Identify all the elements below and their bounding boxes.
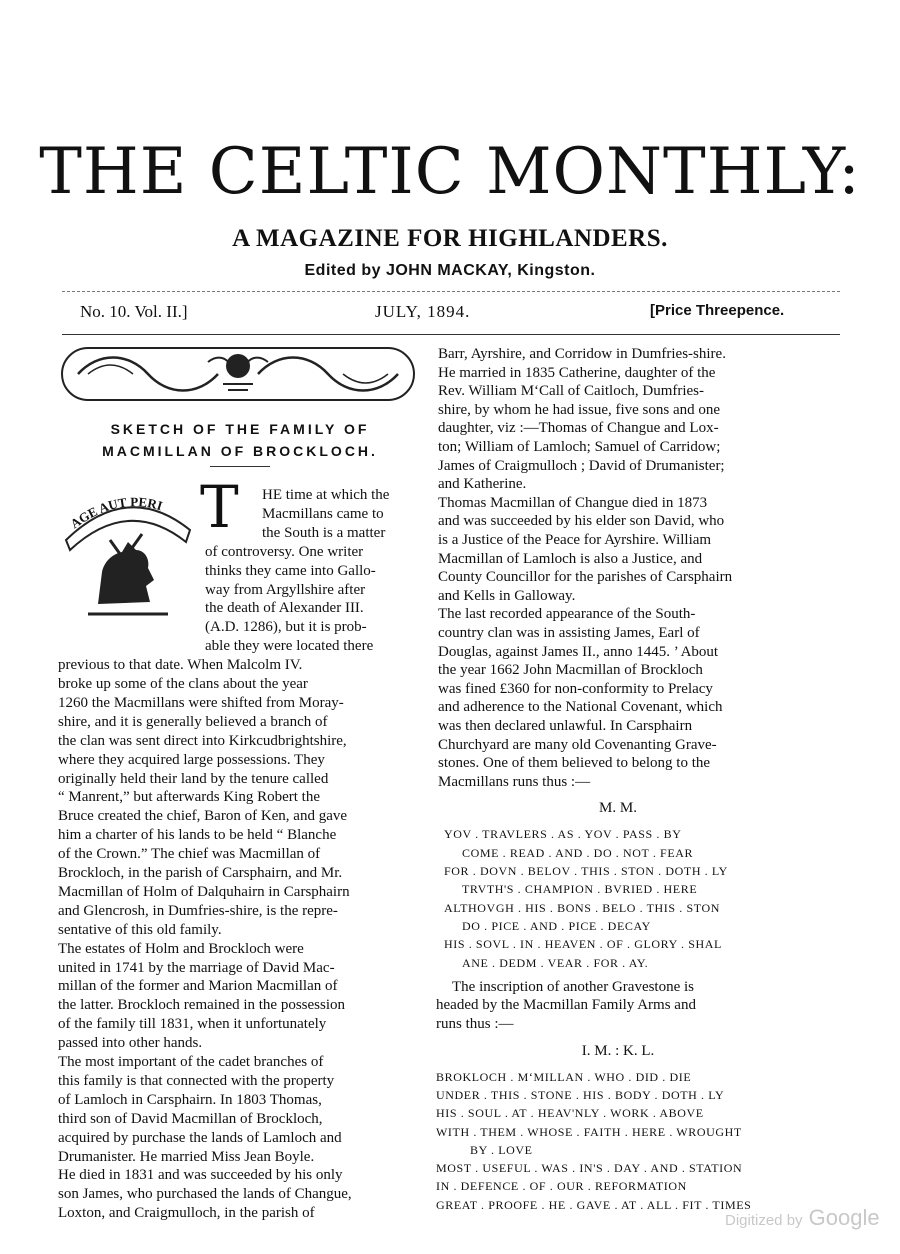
left-column-line: Macmillan of Holm of Dalquhairn in Carsphairn — [58, 883, 350, 900]
right-column-line: The last recorded appearance of the South- — [438, 606, 696, 623]
title-rule — [210, 466, 270, 467]
right-column-line: shire, by whom he had issue, five sons and one — [438, 401, 721, 418]
left-column-line: and Glencrosh, in Dumfries-shire, is the repre- — [58, 902, 338, 919]
svg-text:AGE AUT PERI — [67, 494, 164, 531]
right-column-line: was fined £360 for non-conformity to Prelacy — [438, 680, 713, 697]
inscription-1-line: DO . PICE . AND . PICE . DECAY — [462, 918, 651, 933]
magazine-title: THE CELTIC MONTHLY: — [39, 135, 861, 209]
right-column-line: Barr, Ayrshire, and Corridow in Dumfries-shire. — [438, 346, 726, 362]
right-column-line: stones. One of them believed to belong to the — [438, 755, 711, 772]
inscription-1-heading: M. M. — [599, 800, 637, 817]
left-column-line: of the family till 1831, when it unfortunately — [58, 1016, 327, 1033]
inscription-2-heading: I. M. : K. L. — [581, 1042, 655, 1059]
left-column-line: millan of the former and Marion Macmillan of — [58, 978, 338, 995]
left-column-line: acquired by purchase the lands of Lamloch and — [58, 1129, 342, 1146]
left-column-line: this family is that connected with the property — [58, 1072, 335, 1089]
left-column-line: him a charter of his lands to be held “ Blanche — [58, 827, 337, 844]
inscription-1-line: ANE . DEDM . VEAR . FOR . AY. — [462, 955, 649, 970]
left-column-line: of the Crown.” The chief was Macmillan of — [58, 846, 321, 863]
inscription-2-line: MOST . USEFUL . WAS . IN'S . DAY . AND . STATION — [436, 1161, 743, 1176]
article-title-line-2: MACMILLAN OF BROCKLOCH. — [102, 443, 378, 459]
left-column-line: Drumanister. He married Miss Jean Boyle. — [58, 1148, 315, 1165]
right-column-line: Rev. William M‘Call of Caitloch, Dumfries- — [438, 383, 705, 400]
right-column-line: Macmillans runs thus :— — [438, 773, 591, 790]
left-column-line: passed into other hands. — [58, 1035, 203, 1052]
right-column-line: Macmillan of Lamloch is also a Justice, and — [438, 550, 703, 567]
left-column-line: Macmillans came to — [262, 505, 384, 522]
left-column-line: thinks they came into Gallo- — [205, 562, 376, 579]
left-column-line: united in 1741 by the marriage of David Mac- — [58, 959, 335, 976]
left-column-line: able they were located there — [205, 638, 374, 655]
right-column-line: daughter, viz :—Thomas of Changue and Lox- — [438, 420, 719, 437]
inscription-1-line: COME . READ . AND . DO . NOT . FEAR — [462, 845, 694, 860]
left-column-line: “ Manrent,” but afterwards King Robert the — [58, 789, 320, 806]
left-column-line: of Lamloch in Carsphairn. In 1803 Thomas, — [58, 1091, 322, 1108]
left-column-line: broke up some of the clans about the year — [58, 676, 308, 692]
inscription-1-line: HIS . SOVL . IN . HEAVEN . OF . GLORY . SHAL — [444, 937, 722, 952]
left-column-line: of controversy. One writer — [205, 543, 364, 560]
right-column-line: James of Craigmulloch ; David of Drumanister; — [438, 457, 725, 474]
masthead-rule-bottom — [62, 334, 840, 335]
inscription-2-line: UNDER . THIS . STONE . HIS . BODY . DOTH . LY — [436, 1087, 725, 1102]
left-column-line: Brockloch, in the parish of Carsphairn, and Mr. — [58, 865, 343, 881]
issue-date: JULY, 1894. — [375, 302, 471, 321]
left-column-line: originally held their land by the tenure called — [58, 770, 329, 787]
google-wordmark: Google — [808, 1205, 880, 1230]
clan-crest-icon — [58, 484, 198, 624]
right-column-line: was then declared unlawful. In Carsphairn — [438, 718, 693, 734]
right-column-line: and Kells in Galloway. — [438, 587, 576, 604]
inscription-2-line: BY . LOVE — [470, 1142, 533, 1157]
bridge-line: runs thus :— — [436, 1016, 514, 1032]
inscription-2-line: HIS . SOUL . AT . HEAV'NLY . WORK . ABOVE — [436, 1106, 704, 1121]
right-column-line: Douglas, against James II., anno 1445. ’ About — [438, 643, 719, 660]
left-column-line: The estates of Holm and Brockloch were — [58, 940, 304, 957]
left-column-line: HE time at which the — [262, 487, 390, 503]
inscription-1-line: ALTHOVGH . HIS . BONS . BELO . THIS . STON — [444, 900, 720, 915]
left-column-line: He died in 1831 and was succeeded by his only — [58, 1167, 343, 1184]
editor-credit: Edited by JOHN MACKAY, Kingston. — [304, 262, 596, 279]
magazine-subtitle: A MAGAZINE FOR HIGHLANDERS. — [232, 225, 668, 252]
digitized-by-text: Digitized by — [725, 1212, 803, 1229]
article-title-line-1: SKETCH OF THE FAMILY OF — [110, 421, 370, 437]
left-column-line: the clan was sent direct into Kirkcudbrightshire, — [58, 732, 347, 749]
right-column-line: and Katherine. — [438, 476, 527, 493]
right-column-line: County Councillor for the parishes of Carsphairn — [438, 569, 733, 586]
right-column-line: is a Justice of the Peace for Ayrshire. William — [438, 532, 712, 548]
inscription-1-line: YOV . TRAVLERS . AS . YOV . PASS . BY — [444, 827, 682, 842]
issue-number: No. 10. Vol. II.] — [80, 302, 188, 321]
right-column-line: ton; William of Lamloch; Samuel of Carridow; — [438, 439, 721, 455]
left-column-line: son James, who purchased the lands of Changue, — [58, 1186, 352, 1203]
bridge-line: The inscription of another Gravestone is — [452, 978, 695, 995]
bridge-line: headed by the Macmillan Family Arms and — [436, 997, 696, 1014]
digitization-watermark — [725, 1205, 880, 1231]
inscription-1-line: FOR . DOVN . BELOV . THIS . STON . DOTH . LY — [444, 864, 728, 878]
left-column-line: the latter. Brockloch remained in the possession — [58, 997, 346, 1014]
left-column-line: the death of Alexander III. — [205, 600, 364, 617]
left-column-line: where they acquired large possessions. They — [58, 751, 325, 768]
right-column-line: He married in 1835 Catherine, daughter of the — [438, 364, 716, 381]
right-column-line: Churchyard are many old Covenanting Grave- — [438, 736, 717, 753]
inscription-2-line: WITH . THEM . WHOSE . FAITH . HERE . WROUGHT — [436, 1124, 742, 1139]
left-column-line: way from Argyllshire after — [205, 581, 366, 598]
issue-price: [Price Threepence. — [650, 302, 785, 319]
right-column-line: and adherence to the National Covenant, which — [438, 699, 723, 716]
inscription-2-line: IN . DEFENCE . OF . OUR . REFORMATION — [436, 1179, 687, 1194]
drop-cap: T — [200, 473, 239, 541]
left-column-line: shire, and it is generally believed a branch of — [58, 713, 328, 730]
right-column-line: and was succeeded by his elder son David, who — [438, 513, 725, 530]
masthead-rule-top — [62, 291, 840, 292]
left-column-line: third son of David Macmillan of Brockloch, — [58, 1110, 323, 1127]
left-column-line: previous to that date. When Malcolm IV. — [58, 657, 303, 674]
left-column-line: Bruce created the chief, Baron of Ken, and gave — [58, 808, 348, 825]
left-column-line: sentative of this old family. — [58, 921, 222, 938]
inscription-2-line: GREAT . PROOFE . HE . GAVE . AT . ALL . FIT . TIMES — [436, 1197, 752, 1212]
inscription-1-line: TRVTH'S . CHAMPION . BVRIED . HERE — [462, 882, 698, 897]
ornament-headpiece-icon — [58, 344, 418, 404]
left-column-line: the South is a matter — [262, 524, 386, 541]
article-title — [55, 418, 425, 462]
right-column-line: the year 1662 John Macmillan of Brockloch — [438, 662, 703, 679]
left-column-line: 1260 the Macmillans were shifted from Moray- — [58, 694, 344, 711]
left-column-line: (A.D. 1286), but it is prob- — [205, 619, 367, 636]
right-column-line: country clan was in assisting James, Earl of — [438, 625, 700, 641]
crest-motto: AGE AUT PERI — [67, 494, 165, 532]
right-column-line: Thomas Macmillan of Changue died in 1873 — [438, 494, 708, 511]
left-column-line: The most important of the cadet branches of — [58, 1054, 324, 1070]
inscription-2-line: BROKLOCH . M‘MILLAN . WHO . DID . DIE — [436, 1069, 692, 1084]
left-column-line: Loxton, and Craigmulloch, in the parish of — [58, 1205, 315, 1222]
